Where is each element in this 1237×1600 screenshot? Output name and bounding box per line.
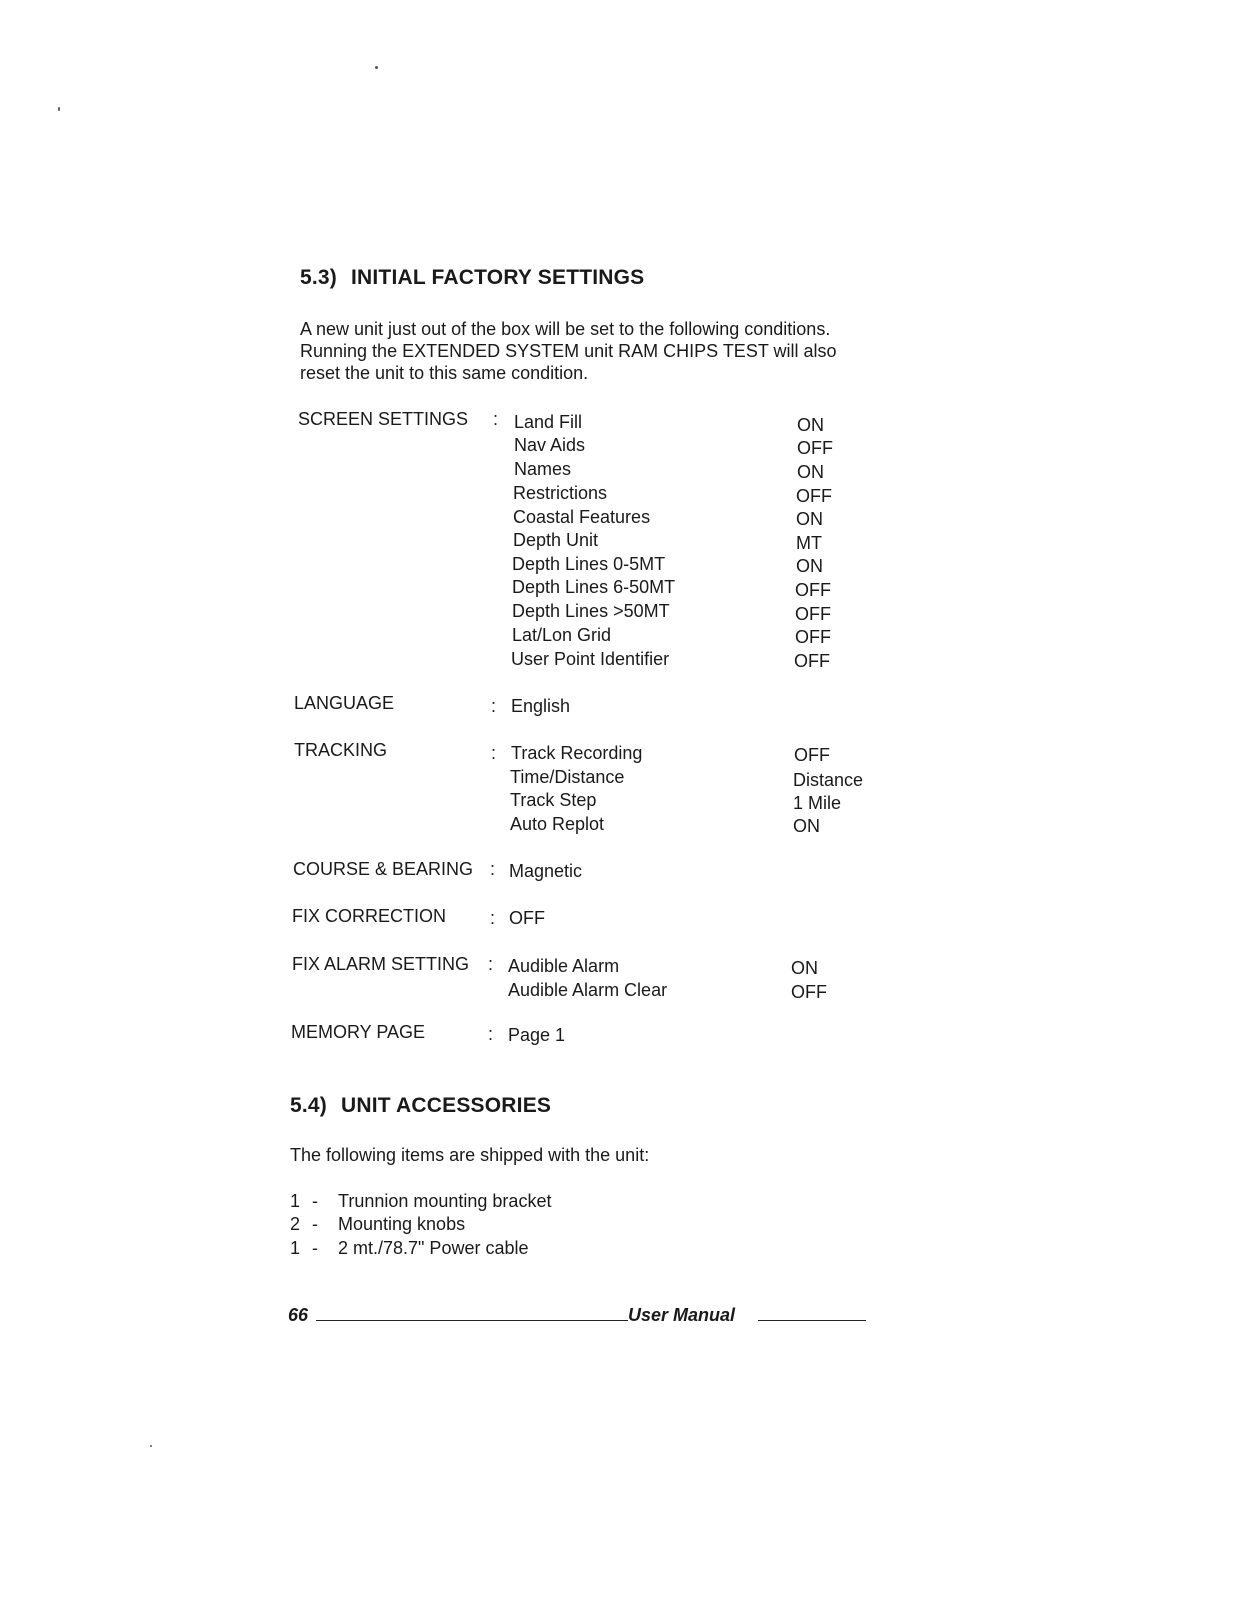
setting-item: Coastal Features — [513, 507, 651, 527]
setting-value: ON — [797, 415, 824, 435]
setting-item: Audible Alarm — [508, 956, 620, 976]
setting-value: MT — [796, 533, 822, 553]
scan-speck — [58, 107, 60, 111]
setting-item: User Point Identifier — [511, 649, 670, 669]
setting-value: OFF — [795, 580, 831, 600]
setting-value: 1 Mile — [793, 793, 842, 813]
setting-value: ON — [796, 509, 823, 529]
setting-item: Depth Lines 6-50MT — [512, 577, 676, 597]
section-number: 5.3) — [300, 266, 337, 289]
setting-item: Depth Lines 0-5MT — [512, 554, 666, 574]
setting-item: Restrictions — [513, 483, 608, 503]
setting-value: OFF — [794, 651, 830, 671]
item-quantity: 1 — [290, 1191, 301, 1211]
footer-rule — [758, 1320, 866, 1321]
setting-colon: : — [488, 954, 494, 974]
setting-colon: : — [493, 409, 499, 429]
scan-speck — [375, 66, 378, 69]
setting-item: English — [511, 696, 571, 716]
setting-value: OFF — [797, 438, 833, 458]
setting-value: OFF — [796, 486, 832, 506]
setting-colon: : — [491, 743, 497, 763]
setting-item: Lat/Lon Grid — [512, 625, 612, 645]
item-dash: - — [312, 1214, 318, 1234]
setting-item: Magnetic — [509, 861, 583, 881]
setting-item: OFF — [509, 908, 545, 928]
setting-item: Audible Alarm Clear — [508, 980, 668, 1000]
section-title: INITIAL FACTORY SETTINGS — [351, 266, 645, 289]
setting-item: Time/Distance — [510, 767, 625, 787]
section-title: UNIT ACCESSORIES — [341, 1094, 552, 1117]
list-item — [290, 1214, 690, 1238]
settings-group-language — [0, 693, 1237, 719]
item-text: 2 mt./78.7" Power cable — [338, 1238, 529, 1258]
setting-value: OFF — [791, 982, 827, 1002]
setting-value: ON — [791, 958, 818, 978]
item-dash: - — [312, 1238, 318, 1258]
list-item — [290, 1238, 690, 1262]
setting-item: Nav Aids — [514, 435, 586, 455]
setting-item: Track Step — [510, 790, 597, 810]
settings-group-fix-correction — [0, 906, 1237, 932]
page-number: 66 — [288, 1305, 309, 1325]
scan-speck — [150, 1445, 152, 1447]
item-text: Mounting knobs — [338, 1214, 466, 1234]
footer-title: User Manual — [628, 1305, 736, 1325]
setting-item: Depth Lines >50MT — [512, 601, 670, 621]
setting-item: Land Fill — [514, 412, 583, 432]
settings-group-tracking — [0, 740, 1237, 840]
item-quantity: 1 — [290, 1238, 301, 1258]
setting-colon: : — [491, 696, 497, 716]
page-footer — [288, 1305, 868, 1335]
setting-colon: : — [488, 1024, 494, 1044]
setting-category: MEMORY PAGE — [291, 1022, 426, 1042]
section-heading-factory-settings — [300, 266, 644, 290]
settings-group-fix-alarm — [0, 954, 1237, 1004]
setting-value: Distance — [793, 770, 864, 790]
section-heading-accessories — [290, 1094, 551, 1118]
setting-category: LANGUAGE — [294, 693, 395, 713]
setting-colon: : — [490, 859, 496, 879]
setting-category: TRACKING — [294, 740, 388, 760]
accessories-intro: The following items are shipped with the unit: — [290, 1145, 650, 1165]
setting-item: Names — [514, 459, 572, 479]
settings-group-screen — [0, 409, 1237, 679]
intro-line: A new unit just out of the box will be set to the following conditions. — [300, 319, 831, 339]
settings-group-memory-page — [0, 1022, 1237, 1048]
setting-category: FIX ALARM SETTING — [292, 954, 470, 974]
section-number: 5.4) — [290, 1094, 327, 1117]
intro-line: Running the EXTENDED SYSTEM unit RAM CHIPS TEST will also — [300, 341, 837, 361]
setting-colon: : — [490, 908, 496, 928]
intro-paragraph — [300, 318, 900, 384]
setting-item: Page 1 — [508, 1025, 566, 1045]
setting-value: OFF — [795, 627, 831, 647]
item-quantity: 2 — [290, 1214, 301, 1234]
setting-category: FIX CORRECTION — [292, 906, 447, 926]
item-dash: - — [312, 1191, 318, 1211]
setting-item: Depth Unit — [513, 530, 599, 550]
setting-value: ON — [796, 556, 823, 576]
setting-value: OFF — [795, 604, 831, 624]
setting-item: Auto Replot — [510, 814, 605, 834]
setting-value: ON — [797, 462, 824, 482]
list-item — [290, 1191, 690, 1215]
setting-category: COURSE & BEARING — [293, 859, 474, 879]
setting-value: ON — [793, 816, 820, 836]
item-text: Trunnion mounting bracket — [338, 1191, 552, 1211]
setting-category: SCREEN SETTINGS — [298, 409, 469, 429]
footer-rule — [316, 1320, 628, 1321]
settings-group-course-bearing — [0, 859, 1237, 885]
setting-item: Track Recording — [511, 743, 643, 763]
setting-value: OFF — [794, 745, 830, 765]
intro-line: reset the unit to this same condition. — [300, 363, 589, 383]
